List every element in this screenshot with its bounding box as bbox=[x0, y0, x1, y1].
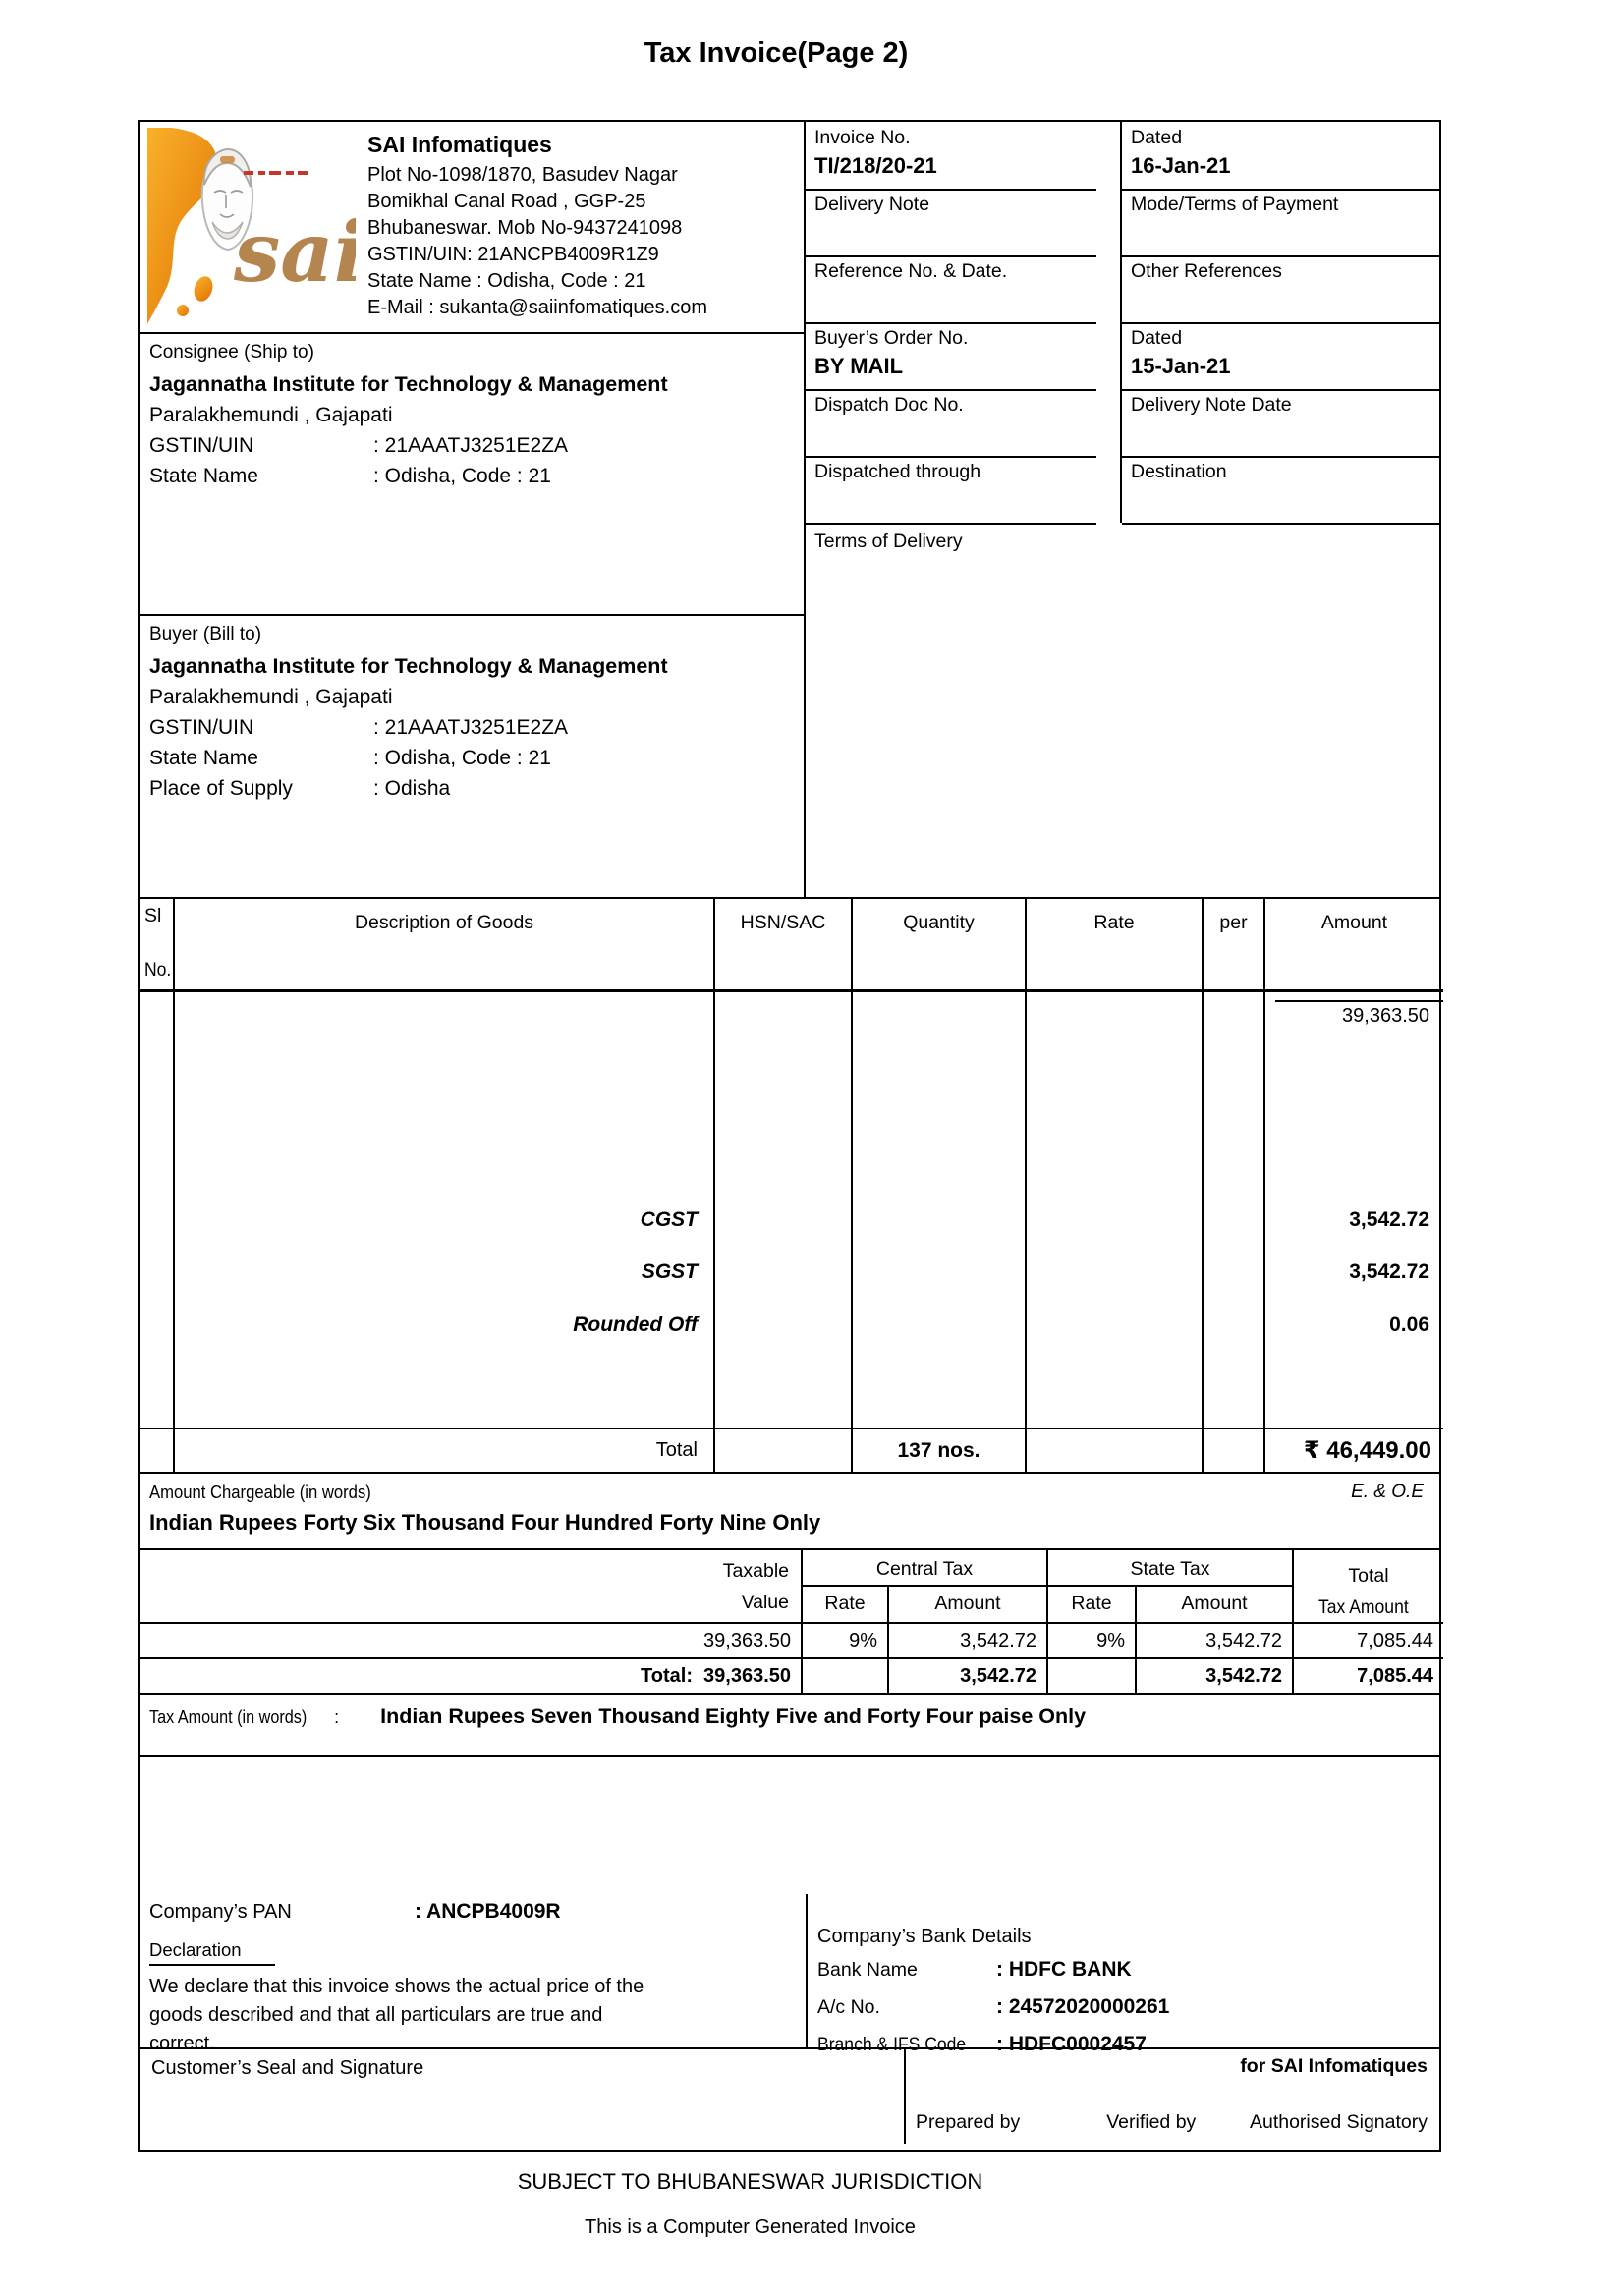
detail-label: Mode/Terms of Payment bbox=[1131, 194, 1339, 215]
tax-total-amount: 7,085.44 bbox=[1294, 1657, 1443, 1693]
item-amount: 3,542.72 bbox=[1349, 1260, 1429, 1283]
items-header-sl bbox=[140, 899, 175, 992]
consignee-gstin-row bbox=[149, 430, 794, 461]
tax-words-section bbox=[140, 1693, 1439, 1755]
detail-cell-payment-mode bbox=[1122, 189, 1439, 255]
detail-row bbox=[806, 322, 1439, 389]
item-description: SGST bbox=[641, 1260, 698, 1283]
detail-label: Delivery Note Date bbox=[1131, 394, 1292, 416]
tax-row-state-amount: 3,542.72 bbox=[1137, 1622, 1294, 1657]
items-total-rate bbox=[1027, 1428, 1204, 1472]
tax-total-central-amount: 3,542.72 bbox=[889, 1657, 1048, 1693]
seller-name: SAI Infomatiques bbox=[367, 132, 552, 157]
items-header-amount: Amount bbox=[1265, 899, 1443, 992]
detail-cell-other-references bbox=[1122, 255, 1439, 322]
seller-email: E-Mail : sukanta@saiinfomatiques.com bbox=[367, 297, 707, 318]
declaration-title: Declaration bbox=[149, 1939, 275, 1966]
buyer-address: Paralakhemundi , Gajapati bbox=[149, 686, 393, 708]
items-total-per bbox=[1204, 1428, 1265, 1472]
company-pan-row bbox=[149, 1900, 794, 1924]
seller-address-line2: Bomikhal Canal Road , GGP-25 bbox=[367, 191, 646, 212]
tax-total-state-amount: 3,542.72 bbox=[1137, 1657, 1294, 1693]
buyer-supply-label: Place of Supply bbox=[149, 777, 293, 800]
consignee-state-row bbox=[149, 461, 794, 491]
item-description: Rounded Off bbox=[573, 1314, 698, 1336]
items-body-per bbox=[1204, 992, 1265, 1428]
tax-header-total-line1: Total bbox=[1348, 1565, 1389, 1587]
company-signature-cell bbox=[906, 2049, 1439, 2144]
tax-header-total-line2: Tax Amount bbox=[1318, 1596, 1409, 1618]
tax-total-state-rate bbox=[1048, 1657, 1137, 1693]
detail-cell-dispatch-doc bbox=[806, 389, 1122, 456]
items-body-rate bbox=[1027, 992, 1204, 1428]
invoice-details-column bbox=[806, 122, 1439, 897]
company-logo-image bbox=[147, 128, 356, 326]
company-pan-label: Company’s PAN bbox=[149, 1901, 292, 1923]
detail-row bbox=[806, 255, 1439, 322]
buyer-gstin-value: : 21AAATJ3251E2ZA bbox=[373, 716, 569, 739]
items-header-per: per bbox=[1204, 899, 1265, 992]
buyer-supply-value: : Odisha bbox=[373, 777, 451, 800]
seller-address-line3: Bhubaneswar. Mob No-9437241098 bbox=[367, 217, 683, 239]
detail-row bbox=[806, 122, 1439, 189]
tax-header-central: Central Tax bbox=[803, 1550, 1048, 1587]
tax-header-taxable-line1: Taxable bbox=[722, 1559, 789, 1582]
seller-block bbox=[140, 122, 804, 334]
tax-header-central-amount: Amount bbox=[889, 1587, 1048, 1622]
tax-row-state-rate: 9% bbox=[1048, 1622, 1137, 1657]
tax-header-state: State Tax bbox=[1048, 1550, 1294, 1587]
bank-ifs-row bbox=[817, 2026, 1429, 2063]
detail-label: Destination bbox=[1131, 461, 1227, 482]
consignee-gstin-label: GSTIN/UIN bbox=[149, 434, 254, 457]
tax-header-taxable bbox=[140, 1550, 803, 1622]
company-pan-value: : ANCPB4009R bbox=[415, 1900, 561, 1923]
orange-droplet-shape bbox=[191, 274, 215, 304]
authorised-signatory-label: Authorised Signatory bbox=[1249, 2111, 1428, 2133]
tax-words-colon: : bbox=[334, 1708, 340, 1727]
terms-of-delivery-label: Terms of Delivery bbox=[814, 531, 963, 552]
seller-info bbox=[358, 128, 707, 332]
tax-total-label: Total: bbox=[641, 1664, 693, 1687]
detail-row bbox=[806, 456, 1439, 523]
left-column bbox=[140, 122, 806, 897]
tax-header-total bbox=[1294, 1550, 1443, 1622]
logo-word: sai bbox=[234, 203, 356, 301]
buyer-state-value: : Odisha, Code : 21 bbox=[373, 747, 551, 769]
tax-total-taxable: 39,363.50 bbox=[703, 1664, 791, 1687]
buyer-gstin-label: GSTIN/UIN bbox=[149, 716, 254, 739]
detail-cell-delivery-note-date bbox=[1122, 389, 1439, 456]
item-amount: 3,542.72 bbox=[1349, 1208, 1429, 1231]
items-header-sl-line2: No. bbox=[144, 959, 172, 980]
detail-label: Dated bbox=[1131, 127, 1183, 148]
buyer-state-row bbox=[149, 743, 794, 773]
detail-value: 15-Jan-21 bbox=[1131, 354, 1231, 378]
items-table bbox=[140, 897, 1439, 1472]
buyer-state-label: State Name bbox=[149, 747, 258, 769]
verified-by-label: Verified by bbox=[1106, 2111, 1197, 2133]
computer-generated-note: This is a Computer Generated Invoice bbox=[585, 2216, 916, 2238]
tax-header-central-rate: Rate bbox=[803, 1587, 889, 1622]
items-body-description bbox=[175, 992, 715, 1428]
consignee-gstin-value: : 21AAATJ3251E2ZA bbox=[373, 434, 569, 457]
signature-roles-row bbox=[916, 2111, 1428, 2134]
items-header-hsn: HSN/SAC bbox=[715, 899, 853, 992]
prepared-by-label: Prepared by bbox=[916, 2111, 1021, 2133]
amount-chargeable-label: Amount Chargeable (in words) bbox=[149, 1482, 371, 1502]
items-body-amount bbox=[1265, 992, 1443, 1428]
bank-name-label: Bank Name bbox=[817, 1959, 918, 1981]
tax-row-central-amount: 3,542.72 bbox=[889, 1622, 1048, 1657]
detail-cell-delivery-note bbox=[806, 189, 1122, 255]
bank-details-title: Company’s Bank Details bbox=[817, 1926, 1032, 1947]
bank-account-label: A/c No. bbox=[817, 1996, 880, 2018]
detail-cell-dated bbox=[1122, 122, 1439, 189]
detail-label: Reference No. & Date. bbox=[814, 260, 1008, 282]
amount-chargeable-section bbox=[140, 1472, 1439, 1548]
for-company-label: for SAI Infomatiques bbox=[1240, 2055, 1428, 2077]
consignee-block bbox=[140, 334, 804, 616]
orange-dot-shape bbox=[177, 305, 189, 316]
buyer-section-label: Buyer (Bill to) bbox=[149, 624, 262, 644]
items-header-sl-line1: Sl bbox=[144, 905, 162, 926]
items-body-hsn bbox=[715, 992, 853, 1428]
tax-summary-table bbox=[140, 1548, 1439, 1693]
tax-words-value: Indian Rupees Seven Thousand Eighty Five and Forty Four paise Only bbox=[380, 1705, 1087, 1728]
tax-row-taxable: 39,363.50 bbox=[140, 1622, 803, 1657]
detail-value: TI/218/20-21 bbox=[814, 153, 937, 178]
items-body-sl bbox=[140, 992, 175, 1428]
tax-header-taxable-line2: Value bbox=[741, 1591, 789, 1613]
detail-label: Dispatch Doc No. bbox=[814, 394, 964, 416]
invoice-box bbox=[138, 120, 1441, 2152]
bank-account-row bbox=[817, 1988, 1429, 2026]
detail-label: Dispatched through bbox=[814, 461, 981, 482]
consignee-state-value: : Odisha, Code : 21 bbox=[373, 465, 551, 487]
items-total-amount: ₹ 46,449.00 bbox=[1265, 1428, 1443, 1472]
detail-value: BY MAIL bbox=[814, 354, 904, 378]
page-title: Tax Invoice(Page 2) bbox=[644, 37, 909, 69]
detail-row bbox=[806, 189, 1439, 255]
detail-cell-buyers-order bbox=[806, 322, 1122, 389]
amount-chargeable-top bbox=[149, 1482, 1428, 1503]
detail-label: Other References bbox=[1131, 260, 1282, 282]
consignee-state-label: State Name bbox=[149, 465, 258, 487]
tax-total-taxable-cell bbox=[140, 1657, 803, 1693]
consignee-name: Jagannatha Institute for Technology & Management bbox=[149, 372, 668, 396]
consignee-address: Paralakhemundi , Gajapati bbox=[149, 404, 393, 426]
item-description: CGST bbox=[640, 1208, 698, 1231]
customer-seal-cell: Customer’s Seal and Signature bbox=[140, 2049, 906, 2144]
amount-chargeable-words: Indian Rupees Forty Six Thousand Four Hundred Forty Nine Only bbox=[149, 1510, 821, 1535]
seller-gstin: GSTIN/UIN: 21ANCPB4009R1Z9 bbox=[367, 244, 659, 265]
detail-cell-reference bbox=[806, 255, 1122, 322]
detail-cell-destination bbox=[1122, 456, 1439, 523]
detail-cell-invoice-no bbox=[806, 122, 1122, 189]
detail-label: Buyer’s Order No. bbox=[814, 327, 969, 349]
detail-label: Invoice No. bbox=[814, 127, 911, 148]
tax-header-state-amount: Amount bbox=[1137, 1587, 1294, 1622]
detail-cell-dispatched-through bbox=[806, 456, 1122, 523]
buyer-block bbox=[140, 616, 804, 897]
tax-total-central-rate bbox=[803, 1657, 889, 1693]
jurisdiction-note: SUBJECT TO BHUBANESWAR JURISDICTION bbox=[517, 2169, 983, 2194]
pan-declaration-left bbox=[140, 1757, 806, 2054]
tax-row-central-rate: 9% bbox=[803, 1622, 889, 1657]
items-total-hsn bbox=[715, 1428, 853, 1472]
tax-row-total: 7,085.44 bbox=[1294, 1622, 1443, 1657]
pan-declaration-section bbox=[140, 1755, 1439, 2055]
declaration-text: We declare that this invoice shows the actual price of the goods described and that all particulars are true and correct. bbox=[149, 1976, 644, 2054]
bank-ifs-value: : HDFC0002457 bbox=[996, 2033, 1147, 2055]
tax-words-label: Tax Amount (in words) bbox=[149, 1708, 308, 1727]
terms-of-delivery-cell bbox=[806, 523, 1439, 897]
buyer-name: Jagannatha Institute for Technology & Management bbox=[149, 654, 668, 678]
detail-label: Delivery Note bbox=[814, 194, 930, 215]
bank-details-block bbox=[806, 1757, 1439, 2055]
bank-name-row bbox=[817, 1951, 1429, 1988]
items-body-quantity bbox=[853, 992, 1027, 1428]
items-header-rate: Rate bbox=[1027, 899, 1204, 992]
brought-forward-amount: 39,363.50 bbox=[1342, 1005, 1429, 1027]
item-amount: 0.06 bbox=[1389, 1314, 1429, 1336]
detail-cell-order-dated bbox=[1122, 322, 1439, 389]
top-section bbox=[140, 122, 1439, 897]
tax-header-state-rate: Rate bbox=[1048, 1587, 1137, 1622]
eoe-note: E. & O.E bbox=[1351, 1482, 1424, 1502]
buyer-supply-row bbox=[149, 773, 794, 804]
detail-row bbox=[806, 389, 1439, 456]
bank-name-value: : HDFC BANK bbox=[996, 1958, 1132, 1981]
items-total-sl bbox=[140, 1428, 175, 1472]
items-header-description: Description of Goods bbox=[175, 899, 715, 992]
company-logo bbox=[147, 128, 358, 332]
consignee-section-label: Consignee (Ship to) bbox=[149, 342, 314, 363]
items-total-label: Total bbox=[175, 1428, 715, 1472]
detail-value: 16-Jan-21 bbox=[1131, 153, 1231, 178]
bank-account-value: : 24572020000261 bbox=[996, 1995, 1170, 2018]
buyer-gstin-row bbox=[149, 712, 794, 743]
seller-address-line1: Plot No-1098/1870, Basudev Nagar bbox=[367, 164, 678, 186]
bank-ifs-label: Branch & IFS Code bbox=[817, 2034, 967, 2055]
items-total-quantity: 137 nos. bbox=[853, 1428, 1027, 1472]
seller-state: State Name : Odisha, Code : 21 bbox=[367, 270, 646, 292]
items-header-quantity: Quantity bbox=[853, 899, 1027, 992]
detail-label: Dated bbox=[1131, 327, 1183, 349]
